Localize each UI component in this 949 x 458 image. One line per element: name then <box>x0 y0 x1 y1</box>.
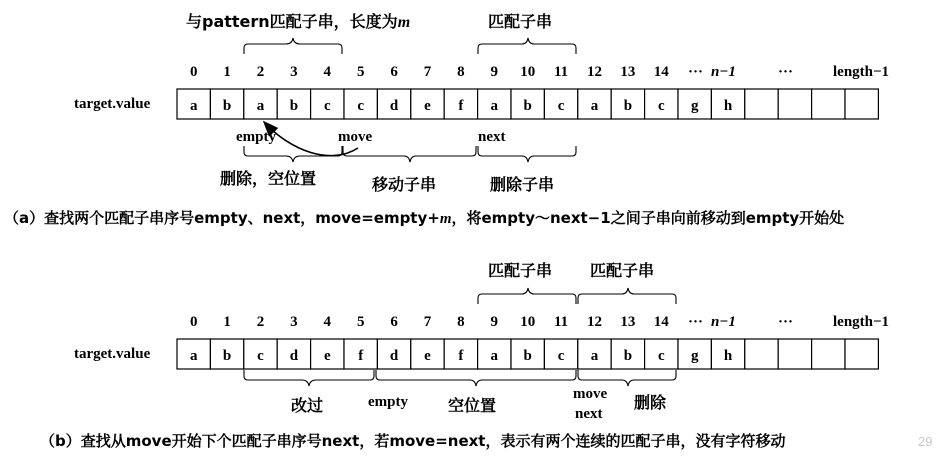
index-label: 9 <box>490 64 499 80</box>
array-b-cell-char: a <box>490 348 499 364</box>
index-row-b <box>190 314 669 330</box>
top-brace-b2 <box>578 288 676 304</box>
array-a-cell-char: c <box>657 98 665 114</box>
pointer-move-b: move <box>573 386 608 402</box>
array-a-cell-char: c <box>557 98 565 114</box>
array-b-cell-box <box>812 339 845 369</box>
bottom-label-empty-slots: 空位置 <box>448 396 497 415</box>
array-b-cell-box <box>745 339 778 369</box>
index-label: 5 <box>356 314 365 330</box>
pointer-empty-a: empty <box>236 129 276 145</box>
index-label: 13 <box>620 314 636 330</box>
array-a-cell-box <box>812 89 845 119</box>
ellipsis-a1: ··· <box>688 64 704 80</box>
bottom-label-move-substring: 移动子串 <box>372 175 437 194</box>
index-label: 9 <box>490 314 499 330</box>
index-label: 14 <box>653 314 669 330</box>
bottom-label-delete-substring: 删除子串 <box>490 175 555 194</box>
caption-a: （a）查找两个匹配子串序号empty、next，move=empty+m，将empty～next−1之间子串向前移动到empty开始处 <box>4 209 845 227</box>
array-b-cell-char: b <box>623 348 633 364</box>
array-a-cell-box <box>778 89 811 119</box>
array-a-cell-char: c <box>323 98 331 114</box>
index-label: 11 <box>554 64 569 80</box>
index-label: 3 <box>290 314 298 330</box>
index-label: 11 <box>554 314 569 330</box>
top-brace-b1 <box>478 288 576 304</box>
index-label: 4 <box>323 64 332 80</box>
array-a-cell-char: d <box>389 98 399 114</box>
bottom-brace-b2 <box>376 370 576 386</box>
array-a-cell-char: a <box>490 98 499 114</box>
top-brace-label-matched-pattern: 与pattern匹配子串，长度为m <box>186 12 411 31</box>
top-brace-a1 <box>244 38 342 54</box>
array-b-cell-char: f <box>358 348 364 364</box>
ellipsis-a2: ··· <box>778 64 794 80</box>
index-label: 8 <box>457 314 465 330</box>
array-b-cell-box <box>778 339 811 369</box>
index-label: 2 <box>256 314 265 330</box>
array-b-cell-char: a <box>189 348 198 364</box>
length-minus-1-label-b: length−1 <box>833 314 890 330</box>
array-b-cell-char: d <box>289 348 299 364</box>
array-a-cell-char: b <box>623 98 633 114</box>
index-label: 13 <box>620 64 636 80</box>
ellipsis-b2: ··· <box>778 314 794 330</box>
array-a-cell-char: e <box>424 98 431 114</box>
n-minus-1-label-b: n−1 <box>711 314 736 330</box>
bottom-label-changed: 改过 <box>291 396 324 415</box>
array-a-cell-char: f <box>458 98 464 114</box>
array-a-cell-char: h <box>723 98 733 114</box>
array-a-cell-char: c <box>357 98 365 114</box>
array-b-cell-char: h <box>723 348 733 364</box>
array-a-cell-box <box>845 89 878 119</box>
index-label: 0 <box>189 64 198 80</box>
index-label: 12 <box>587 314 602 330</box>
array-b-cell-char: c <box>657 348 665 364</box>
index-label: 1 <box>223 64 231 80</box>
array-a-cell-char: a <box>590 98 599 114</box>
array-label-a: target.value <box>74 96 151 112</box>
pointer-next-b: next <box>575 406 603 422</box>
array-cells-b <box>177 339 878 369</box>
n-minus-1-label-a: n−1 <box>711 64 736 80</box>
index-label: 7 <box>423 64 432 80</box>
index-label: 8 <box>457 64 465 80</box>
array-b-cell-char: d <box>389 348 399 364</box>
pointer-move-a: move <box>338 129 373 145</box>
bottom-brace-a1 <box>244 146 342 162</box>
array-b-cell-char: a <box>590 348 599 364</box>
watermark: 29 <box>918 434 933 449</box>
bottom-brace-a3 <box>478 146 576 162</box>
index-row-a <box>190 64 669 80</box>
index-label: 10 <box>520 314 536 330</box>
array-label-b: target.value <box>74 346 151 362</box>
index-label: 12 <box>587 64 602 80</box>
index-label: 3 <box>290 64 298 80</box>
index-label: 5 <box>356 64 365 80</box>
bottom-brace-a2 <box>343 146 476 162</box>
top-brace-label-match: 匹配子串 <box>488 12 553 31</box>
index-label: 14 <box>653 64 669 80</box>
index-label: 2 <box>256 64 265 80</box>
ellipsis-b1: ··· <box>688 314 704 330</box>
index-label: 7 <box>423 314 432 330</box>
panel-a <box>4 12 889 228</box>
pointer-next-a: next <box>478 129 506 145</box>
array-b-cell-char: b <box>523 348 532 364</box>
caption-b: （b）查找从move开始下个匹配子串序号next，若move=next，表示有两个连续的匹配子串，没有字符移动 <box>40 432 786 450</box>
index-label: 10 <box>520 64 536 80</box>
panel-b <box>40 261 932 451</box>
array-b-cell-char: e <box>424 348 431 364</box>
array-a-cell-char: a <box>256 98 265 114</box>
index-label: 0 <box>189 314 198 330</box>
array-b-cell-char: c <box>557 348 565 364</box>
array-a-cell-char: a <box>189 98 198 114</box>
top-brace-a2 <box>478 38 576 54</box>
bottom-label-delete: 删除 <box>634 393 667 412</box>
array-b-cell-char: g <box>690 348 699 364</box>
array-b-cell-char: f <box>458 348 464 364</box>
pointer-empty-b: empty <box>368 394 408 410</box>
index-label: 6 <box>390 64 398 80</box>
array-cells-a <box>177 89 878 119</box>
array-a-cell-char: b <box>222 98 232 114</box>
bottom-brace-b1 <box>244 370 374 386</box>
index-label: 6 <box>390 314 398 330</box>
length-minus-1-label-a: length−1 <box>833 64 890 80</box>
index-label: 4 <box>323 314 332 330</box>
array-b-cell-char: b <box>222 348 232 364</box>
bottom-brace-b3 <box>578 370 676 386</box>
array-a-cell-box <box>745 89 778 119</box>
array-a-cell-char: b <box>289 98 299 114</box>
array-b-cell-box <box>845 339 878 369</box>
array-a-cell-char: g <box>690 98 699 114</box>
top-brace-label-match-b1: 匹配子串 <box>488 261 553 280</box>
array-a-cell-char: b <box>523 98 532 114</box>
index-label: 1 <box>223 314 231 330</box>
top-brace-label-match-b2: 匹配子串 <box>590 261 655 280</box>
array-b-cell-char: e <box>323 348 331 364</box>
bottom-label-delete-empty: 删除，空位置 <box>220 169 317 188</box>
array-b-cell-char: c <box>257 348 264 364</box>
